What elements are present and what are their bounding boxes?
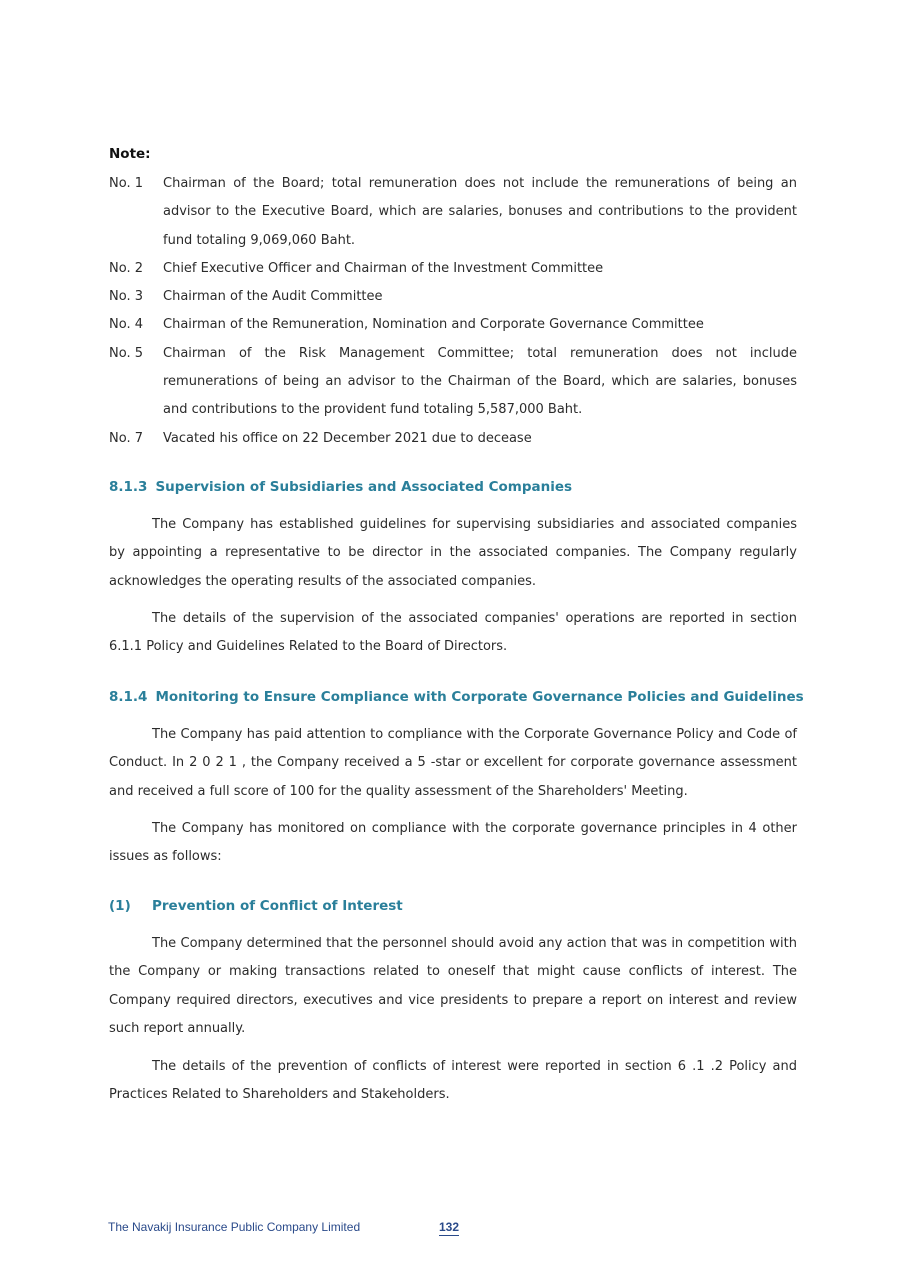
section-title: Supervision of Subsidiaries and Associated Companies <box>155 479 573 495</box>
note-text: Chairman of the Risk Management Committee; total remuneration does not include remunerations of being an advisor to the Chairman of the Board, which are salaries, bonuses and contributions to the provident fund totaling 5,587,000 Baht. <box>163 345 797 418</box>
note-item <box>109 340 797 425</box>
note-label: Note: <box>109 146 151 162</box>
section-title: Monitoring to Ensure Compliance with Corporate Governance Policies and Guidelines <box>155 689 804 705</box>
notes-list <box>109 170 797 453</box>
paragraph: The Company has monitored on compliance with the corporate governance principles in 4 other issues as follows: <box>109 821 797 865</box>
note-item <box>109 425 797 453</box>
section-heading-8-1-4 <box>109 689 804 705</box>
paragraph: The Company has paid attention to compliance with the Corporate Governance Policy and Code of Conduct. In 2 0 2 1 , the Company received a 5 -star or excellent for corporate governance assessment and received a full score of 100 for the quality assessment of the Shareholders' Meeting. <box>109 727 797 799</box>
note-number: No. 3 <box>109 289 143 305</box>
note-number: No. 1 <box>109 176 143 191</box>
section-number: 8.1.4 <box>109 689 148 705</box>
paragraph: The details of the prevention of conflicts of interest were reported in section 6 .1 .2 Policy and Practices Related to Shareholders and Stakeholders. <box>109 1059 797 1103</box>
note-text: Vacated his office on 22 December 2021 due to decease <box>163 430 532 446</box>
section-number: 8.1.3 <box>109 479 148 495</box>
paragraph: The Company has established guidelines for supervising subsidiaries and associated companies by appointing a representative to be director in the associated companies. The Company regularly acknowledges the operating results of the associated companies. <box>109 517 797 589</box>
subsection-number: (1) <box>109 898 131 914</box>
footer-company-name: The Navakij Insurance Public Company Limited <box>108 1220 361 1234</box>
paragraph: The Company determined that the personnel should avoid any action that was in competition with the Company or making transactions related to oneself that might cause conflicts of interest. The Company required directors, executives and vice presidents to prepare a report on interest and review such report annually. <box>109 936 797 1036</box>
subsection-heading-1 <box>109 898 403 914</box>
subsection-title: Prevention of Conflict of Interest <box>152 898 403 914</box>
note-number: No. 7 <box>109 430 143 446</box>
section-heading-8-1-3 <box>109 479 572 495</box>
page-number: 132 <box>439 1220 460 1234</box>
note-number: No. 2 <box>109 260 143 276</box>
note-text: Chairman of the Remuneration, Nomination and Corporate Governance Committee <box>163 317 704 333</box>
note-text: Chief Executive Officer and Chairman of the Investment Committee <box>163 260 604 276</box>
note-text: Chairman of the Board; total remuneration does not include the remunerations of being an advisor to the Executive Board, which are salaries, bonuses and contributions to the provident fund totaling 9,069,060 Baht. <box>163 176 797 248</box>
paragraph: The details of the supervision of the associated companies' operations are reported in section 6.1.1 Policy and Guidelines Related to the Board of Directors. <box>109 611 797 655</box>
note-item <box>109 311 797 339</box>
note-item <box>109 255 797 283</box>
note-number: No. 5 <box>109 345 143 361</box>
note-item <box>109 170 797 255</box>
note-number: No. 4 <box>109 317 143 333</box>
note-item <box>109 283 797 311</box>
note-text: Chairman of the Audit Committee <box>163 289 383 305</box>
